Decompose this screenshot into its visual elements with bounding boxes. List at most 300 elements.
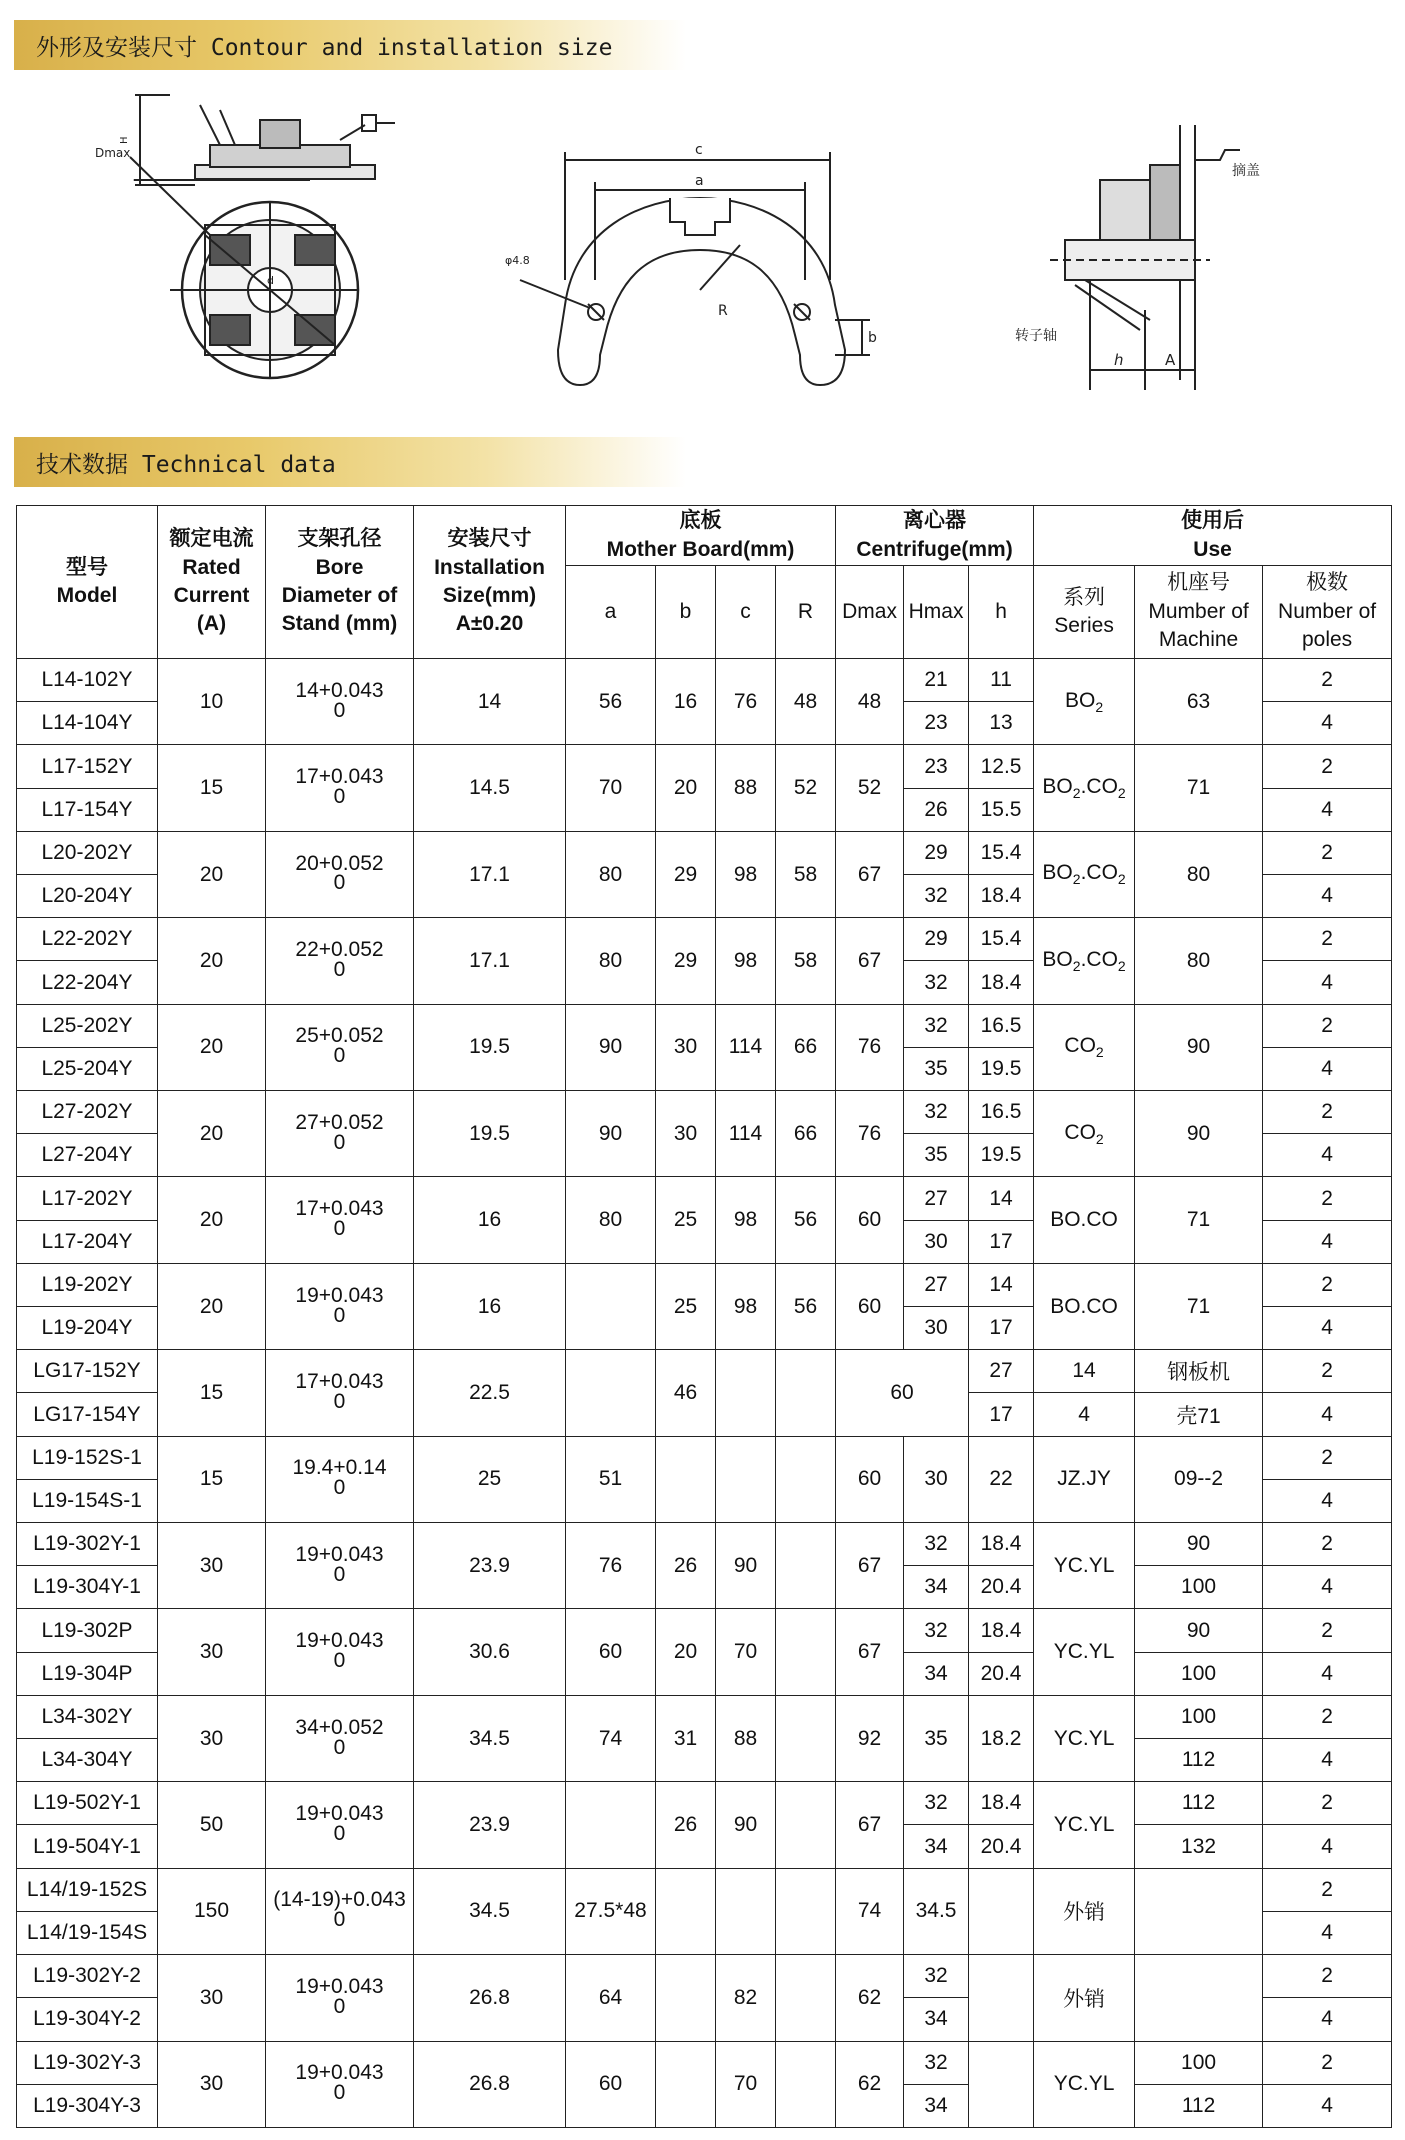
cell-poles: 4 xyxy=(1263,2084,1392,2127)
drawing-switch-assembly xyxy=(95,85,400,395)
cell-h: 14 xyxy=(969,1263,1034,1306)
cell-model: L19-204Y xyxy=(17,1307,158,1350)
cell-hmax: 32 xyxy=(904,1004,969,1047)
cell-hmax: 32 xyxy=(904,1609,969,1652)
header-r: R xyxy=(776,566,836,659)
cell-hmax: 32 xyxy=(904,1782,969,1825)
cell-model: L27-202Y xyxy=(17,1091,158,1134)
cell-model: L14/19-152S xyxy=(17,1868,158,1911)
label-b: b xyxy=(868,330,877,346)
cell-model: L22-204Y xyxy=(17,961,158,1004)
cell-series: $BO_2.CO_2$ xyxy=(1034,745,1135,831)
cell-machine: 90 xyxy=(1135,1609,1263,1652)
cell-a xyxy=(566,1350,656,1436)
cell-hmax: 34 xyxy=(904,1825,969,1868)
cell-current: 30 xyxy=(158,1695,266,1781)
cell-install: 19.5 xyxy=(414,1091,566,1177)
cell-install: 34.5 xyxy=(414,1868,566,1954)
cell-bore: 17+0.043 0 xyxy=(266,1177,414,1263)
cell-c xyxy=(716,1436,776,1522)
cell-current: 10 xyxy=(158,659,266,745)
header-poles: 极数 Number of poles xyxy=(1263,566,1392,659)
header-mother-board: 底板 Mother Board(mm) xyxy=(566,506,836,566)
cell-b: 31 xyxy=(656,1695,716,1781)
cell-machine: 90 xyxy=(1135,1091,1263,1177)
cell-a xyxy=(566,1263,656,1349)
header-hmax: Hmax xyxy=(904,566,969,659)
cell-series: $BO_2$ xyxy=(1034,659,1135,745)
cell-r: 66 xyxy=(776,1091,836,1177)
cell-h: 18.4 xyxy=(969,1609,1034,1652)
table-row xyxy=(17,2041,1392,2084)
cell-machine: 09--2 xyxy=(1135,1436,1263,1522)
cell-a xyxy=(566,1782,656,1868)
cell-dmax-hmax: 60 xyxy=(836,1350,969,1436)
cell-machine: 80 xyxy=(1135,918,1263,1004)
cell-hmax: 30 xyxy=(904,1436,969,1522)
label-rotor-shaft: 转子轴 xyxy=(1015,328,1057,344)
cell-poles: 2 xyxy=(1263,1523,1392,1566)
cell-hmax: 27 xyxy=(904,1177,969,1220)
table-row xyxy=(17,831,1392,874)
cell-poles: 2 xyxy=(1263,1782,1392,1825)
cell-r xyxy=(776,1695,836,1781)
cell-model: LG17-154Y xyxy=(17,1393,158,1436)
cell-dmax: 67 xyxy=(836,1609,904,1695)
cell-poles: 2 xyxy=(1263,1004,1392,1047)
cell-machine: 63 xyxy=(1135,659,1263,745)
cell-bore: 34+0.052 0 xyxy=(266,1695,414,1781)
cell-c: 114 xyxy=(716,1004,776,1090)
cell-h: 17 xyxy=(969,1307,1034,1350)
cell-model: L14-102Y xyxy=(17,659,158,702)
cell-machine: 钢板机 xyxy=(1135,1350,1263,1393)
cell-current: 20 xyxy=(158,1177,266,1263)
cell-poles: 2 xyxy=(1263,1177,1392,1220)
cell-current: 20 xyxy=(158,1004,266,1090)
cell-c: 70 xyxy=(716,2041,776,2127)
cell-h: 18.4 xyxy=(969,961,1034,1004)
cell-model: L19-202Y xyxy=(17,1263,158,1306)
cell-current: 30 xyxy=(158,2041,266,2127)
cell-machine: 100 xyxy=(1135,1695,1263,1738)
cell-poles: 2 xyxy=(1263,745,1392,788)
cell-poles: 2 xyxy=(1263,659,1392,702)
label-a: a xyxy=(695,173,704,189)
cell-h: 22 xyxy=(969,1436,1034,1522)
cell-series: YC.YL xyxy=(1034,1523,1135,1609)
cell-bore: 19+0.043 0 xyxy=(266,2041,414,2127)
cell-model: L17-202Y xyxy=(17,1177,158,1220)
cell-b: 30 xyxy=(656,1004,716,1090)
cell-series: BO.CO xyxy=(1034,1177,1135,1263)
table-row xyxy=(17,918,1392,961)
cell-r: 58 xyxy=(776,918,836,1004)
cell-h: 12.5 xyxy=(969,745,1034,788)
cell-install: 26.8 xyxy=(414,1955,566,2041)
table-row xyxy=(17,1868,1392,1911)
cell-r: 66 xyxy=(776,1004,836,1090)
cell-h: 15.4 xyxy=(969,831,1034,874)
table-row xyxy=(17,1263,1392,1306)
cell-hmax: 32 xyxy=(904,1955,969,1998)
cell-h: 20.4 xyxy=(969,1566,1034,1609)
cell-install: 16 xyxy=(414,1263,566,1349)
cell-dmax: 67 xyxy=(836,1782,904,1868)
cell-poles: 4 xyxy=(1263,1652,1392,1695)
cell-h: 19.5 xyxy=(969,1134,1034,1177)
cell-series: YC.YL xyxy=(1034,1782,1135,1868)
cell-hmax: 34.5 xyxy=(904,1868,969,1954)
label-d: d xyxy=(267,274,274,287)
label-A: A xyxy=(1165,351,1176,369)
cell-dmax: 62 xyxy=(836,1955,904,2041)
cell-b xyxy=(656,1868,716,1954)
cell-h: 13 xyxy=(969,702,1034,745)
cell-dmax: 76 xyxy=(836,1091,904,1177)
label-r: R xyxy=(718,303,728,319)
cell-r: 56 xyxy=(776,1177,836,1263)
cell-hmax: 34 xyxy=(904,1652,969,1695)
cell-h: 18.4 xyxy=(969,1523,1034,1566)
header-series: 系列 Series xyxy=(1034,566,1135,659)
cell-poles: 2 xyxy=(1263,1350,1392,1393)
cell-hmax: 21 xyxy=(904,659,969,702)
cell-poles: 2 xyxy=(1263,831,1392,874)
table-row xyxy=(17,1609,1392,1652)
table-row xyxy=(17,1091,1392,1134)
cell-poles: 4 xyxy=(1263,702,1392,745)
cell-hmax: 32 xyxy=(904,875,969,918)
cell-a: 90 xyxy=(566,1091,656,1177)
cell-series: $CO_2$ xyxy=(1034,1091,1135,1177)
cell-series: $BO_2.CO_2$ xyxy=(1034,831,1135,917)
cell-bore: 19+0.043 0 xyxy=(266,1263,414,1349)
cell-r xyxy=(776,2041,836,2127)
cell-b: 26 xyxy=(656,1782,716,1868)
cell-hmax: 27 xyxy=(904,1263,969,1306)
cell-machine: 112 xyxy=(1135,1782,1263,1825)
cell-hmax: 32 xyxy=(904,2041,969,2084)
cell-model: L19-302Y-3 xyxy=(17,2041,158,2084)
cell-r xyxy=(776,1436,836,1522)
cell-current: 30 xyxy=(158,1523,266,1609)
cell-series: 14 xyxy=(1034,1350,1135,1393)
cell-poles: 2 xyxy=(1263,1955,1392,1998)
label-c: c xyxy=(695,142,703,158)
table-row xyxy=(17,1695,1392,1738)
cell-bore: 19+0.043 0 xyxy=(266,1523,414,1609)
cell-h: 11 xyxy=(969,659,1034,702)
cell-poles: 4 xyxy=(1263,1393,1392,1436)
cell-c: 70 xyxy=(716,1609,776,1695)
cell-b xyxy=(656,2041,716,2127)
cell-install: 14 xyxy=(414,659,566,745)
cell-h: 20.4 xyxy=(969,1825,1034,1868)
cell-series: YC.YL xyxy=(1034,2041,1135,2127)
cell-h: 17 xyxy=(969,1393,1034,1436)
cell-h: 15.4 xyxy=(969,918,1034,961)
table-row xyxy=(17,659,1392,702)
header-bore: 支架孔径 Bore Diameter of Stand (mm) xyxy=(266,506,414,659)
cell-current: 20 xyxy=(158,831,266,917)
cell-c: 98 xyxy=(716,831,776,917)
header-h: h xyxy=(969,566,1034,659)
cell-machine: 壳71 xyxy=(1135,1393,1263,1436)
drawing-centrifuge xyxy=(1010,120,1300,410)
cell-hmax: 29 xyxy=(904,831,969,874)
header-dmax: Dmax xyxy=(836,566,904,659)
cell-dmax: 62 xyxy=(836,2041,904,2127)
cell-model: L19-302P xyxy=(17,1609,158,1652)
cell-poles: 4 xyxy=(1263,1307,1392,1350)
cell-hmax: 35 xyxy=(904,1047,969,1090)
table-row xyxy=(17,745,1392,788)
cell-r xyxy=(776,1350,836,1436)
cell-model: L19-304P xyxy=(17,1652,158,1695)
table-row xyxy=(17,1350,1392,1393)
table-body xyxy=(17,659,1392,2128)
header-current: 额定电流 Rated Current (A) xyxy=(158,506,266,659)
cell-install: 22.5 xyxy=(414,1350,566,1436)
cell-b: 29 xyxy=(656,831,716,917)
cell-r xyxy=(776,1609,836,1695)
cell-model: L14/19-154S xyxy=(17,1911,158,1954)
cell-install: 19.5 xyxy=(414,1004,566,1090)
cell-b: 46 xyxy=(656,1350,716,1436)
cell-c: 82 xyxy=(716,1955,776,2041)
cell-c: 98 xyxy=(716,1263,776,1349)
cell-install: 26.8 xyxy=(414,2041,566,2127)
cell-machine: 71 xyxy=(1135,1177,1263,1263)
header-machine: 机座号 Mumber of Machine xyxy=(1135,566,1263,659)
cell-model: L17-154Y xyxy=(17,788,158,831)
cell-install: 16 xyxy=(414,1177,566,1263)
cell-c: 98 xyxy=(716,1177,776,1263)
label-cover: 摘盖 xyxy=(1232,163,1260,179)
cell-poles: 2 xyxy=(1263,1263,1392,1306)
cell-machine: 112 xyxy=(1135,2084,1263,2127)
cell-install: 23.9 xyxy=(414,1782,566,1868)
cell-machine: 90 xyxy=(1135,1004,1263,1090)
cell-poles: 4 xyxy=(1263,875,1392,918)
cell-machine: 112 xyxy=(1135,1739,1263,1782)
cell-dmax: 48 xyxy=(836,659,904,745)
cell-b: 20 xyxy=(656,1609,716,1695)
cell-install: 17.1 xyxy=(414,831,566,917)
cell-current: 15 xyxy=(158,1436,266,1522)
table-row xyxy=(17,1004,1392,1047)
cell-dmax: 60 xyxy=(836,1436,904,1522)
cell-current: 15 xyxy=(158,1350,266,1436)
cell-series: $CO_2$ xyxy=(1034,1004,1135,1090)
cell-model: L19-154S-1 xyxy=(17,1479,158,1522)
cell-model: L20-204Y xyxy=(17,875,158,918)
cell-poles: 4 xyxy=(1263,1911,1392,1954)
cell-model: L19-302Y-1 xyxy=(17,1523,158,1566)
cell-r xyxy=(776,1955,836,2041)
cell-current: 30 xyxy=(158,1609,266,1695)
cell-h: 14 xyxy=(969,1177,1034,1220)
cell-hmax: 32 xyxy=(904,961,969,1004)
cell-model: L17-204Y xyxy=(17,1220,158,1263)
cell-current: 150 xyxy=(158,1868,266,1954)
cell-bore: 25+0.052 0 xyxy=(266,1004,414,1090)
cell-model: L19-504Y-1 xyxy=(17,1825,158,1868)
cell-series: 外销 xyxy=(1034,1868,1135,1954)
technical-data-table xyxy=(16,505,1392,2128)
cell-model: L25-202Y xyxy=(17,1004,158,1047)
cell-model: L34-304Y xyxy=(17,1739,158,1782)
cell-b: 25 xyxy=(656,1177,716,1263)
cell-poles: 4 xyxy=(1263,1739,1392,1782)
cell-poles: 4 xyxy=(1263,788,1392,831)
cell-model: L25-204Y xyxy=(17,1047,158,1090)
cell-r xyxy=(776,1782,836,1868)
cell-poles: 2 xyxy=(1263,918,1392,961)
table-row xyxy=(17,1523,1392,1566)
cell-bore: (14-19)+0.043 0 xyxy=(266,1868,414,1954)
cell-hmax: 34 xyxy=(904,1566,969,1609)
cell-h: 20.4 xyxy=(969,1652,1034,1695)
cell-poles: 4 xyxy=(1263,1479,1392,1522)
cell-hmax: 35 xyxy=(904,1134,969,1177)
cell-r xyxy=(776,1868,836,1954)
cell-model: L19-304Y-2 xyxy=(17,1998,158,2041)
cell-poles: 2 xyxy=(1263,1695,1392,1738)
cell-bore: 14+0.043 0 xyxy=(266,659,414,745)
label-h: H xyxy=(119,136,130,144)
cell-model: L22-202Y xyxy=(17,918,158,961)
cell-hmax: 26 xyxy=(904,788,969,831)
cell-h xyxy=(969,1955,1034,2041)
cell-hmax: 30 xyxy=(904,1307,969,1350)
cell-h xyxy=(969,2041,1034,2127)
cell-poles: 2 xyxy=(1263,1091,1392,1134)
cell-a: 27.5*48 xyxy=(566,1868,656,1954)
cell-r: 52 xyxy=(776,745,836,831)
cell-machine: 100 xyxy=(1135,2041,1263,2084)
cell-a: 74 xyxy=(566,1695,656,1781)
cell-h: 15.5 xyxy=(969,788,1034,831)
cell-c: 90 xyxy=(716,1523,776,1609)
cell-c: 76 xyxy=(716,659,776,745)
cell-h: 18.4 xyxy=(969,1782,1034,1825)
cell-r xyxy=(776,1523,836,1609)
cell-machine xyxy=(1135,1955,1263,2041)
cell-r: 56 xyxy=(776,1263,836,1349)
cell-a: 80 xyxy=(566,831,656,917)
cell-a: 80 xyxy=(566,1177,656,1263)
label-dmax: Dmax xyxy=(95,146,131,160)
cell-r: 58 xyxy=(776,831,836,917)
technical-data-table-wrapper xyxy=(16,505,1391,2127)
cell-b xyxy=(656,1955,716,2041)
cell-hmax: 34 xyxy=(904,2084,969,2127)
cell-poles: 4 xyxy=(1263,1047,1392,1090)
cell-dmax: 60 xyxy=(836,1263,904,1349)
header-c: c xyxy=(716,566,776,659)
cell-machine: 80 xyxy=(1135,831,1263,917)
table-row xyxy=(17,1782,1392,1825)
cell-h: 17 xyxy=(969,1220,1034,1263)
cell-series: BO.CO xyxy=(1034,1263,1135,1349)
cell-poles: 2 xyxy=(1263,1609,1392,1652)
cell-poles: 4 xyxy=(1263,1998,1392,2041)
cell-install: 14.5 xyxy=(414,745,566,831)
cell-b: 20 xyxy=(656,745,716,831)
cell-hmax: 30 xyxy=(904,1220,969,1263)
cell-dmax: 52 xyxy=(836,745,904,831)
cell-c: 98 xyxy=(716,918,776,1004)
cell-dmax: 76 xyxy=(836,1004,904,1090)
cell-b xyxy=(656,1436,716,1522)
table-row xyxy=(17,1177,1392,1220)
cell-dmax: 67 xyxy=(836,918,904,1004)
cell-h: 19.5 xyxy=(969,1047,1034,1090)
cell-series: 4 xyxy=(1034,1393,1135,1436)
cell-c: 114 xyxy=(716,1091,776,1177)
cell-h xyxy=(969,1868,1034,1954)
cell-hmax: 35 xyxy=(904,1695,969,1781)
cell-h: 16.5 xyxy=(969,1004,1034,1047)
cell-bore: 17+0.043 0 xyxy=(266,1350,414,1436)
cell-hmax: 34 xyxy=(904,1998,969,2041)
cell-dmax: 92 xyxy=(836,1695,904,1781)
cell-dmax: 74 xyxy=(836,1868,904,1954)
cell-b: 29 xyxy=(656,918,716,1004)
cell-poles: 4 xyxy=(1263,1566,1392,1609)
cell-model: L19-302Y-2 xyxy=(17,1955,158,1998)
header-use: 使用后 Use xyxy=(1034,506,1392,566)
cell-model: L19-152S-1 xyxy=(17,1436,158,1479)
cell-poles: 4 xyxy=(1263,1825,1392,1868)
cell-hmax: 23 xyxy=(904,702,969,745)
cell-model: L20-202Y xyxy=(17,831,158,874)
cell-poles: 2 xyxy=(1263,1436,1392,1479)
cell-hmax: 23 xyxy=(904,745,969,788)
section-title-contour: 外形及安装尺寸 Contour and installation size xyxy=(36,34,613,61)
cell-model: LG17-152Y xyxy=(17,1350,158,1393)
drawing-mother-board xyxy=(500,130,890,410)
cell-install: 17.1 xyxy=(414,918,566,1004)
cell-poles: 2 xyxy=(1263,2041,1392,2084)
cell-a: 60 xyxy=(566,2041,656,2127)
cell-current: 30 xyxy=(158,1955,266,2041)
cell-b: 16 xyxy=(656,659,716,745)
header-model: 型号 Model xyxy=(17,506,158,659)
cell-bore: 19.4+0.14 0 xyxy=(266,1436,414,1522)
cell-install: 34.5 xyxy=(414,1695,566,1781)
cell-series: YC.YL xyxy=(1034,1609,1135,1695)
section-title-technical: 技术数据 Technical data xyxy=(36,451,336,478)
cell-a: 56 xyxy=(566,659,656,745)
table-row xyxy=(17,1955,1392,1998)
section-banner-contour xyxy=(14,20,686,70)
cell-a: 76 xyxy=(566,1523,656,1609)
cell-r: 48 xyxy=(776,659,836,745)
cell-h: 18.2 xyxy=(969,1695,1034,1781)
cell-model: L34-302Y xyxy=(17,1695,158,1738)
cell-dmax: 60 xyxy=(836,1177,904,1263)
cell-machine: 71 xyxy=(1135,1263,1263,1349)
cell-hmax: 29 xyxy=(904,918,969,961)
cell-c xyxy=(716,1350,776,1436)
cell-c: 88 xyxy=(716,1695,776,1781)
header-b: b xyxy=(656,566,716,659)
cell-a: 64 xyxy=(566,1955,656,2041)
cell-a: 60 xyxy=(566,1609,656,1695)
